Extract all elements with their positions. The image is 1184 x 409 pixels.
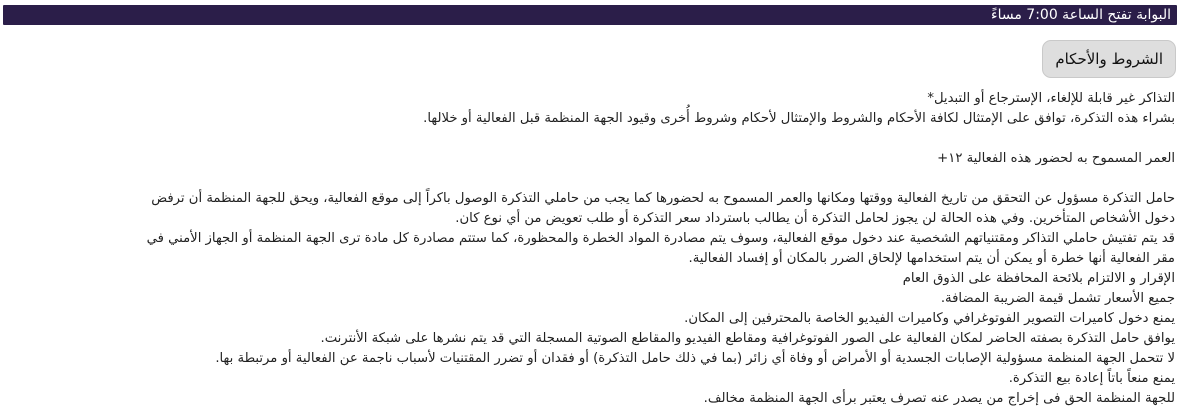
terms-line: مقر الفعالية أنها خطرة أو يمكن أن يتم استخدامها لإلحاق الضرر بالمكان أو إفساد الفعالية. (688, 251, 1175, 266)
terms-line: التذاكر غير قابلة للإلغاء، الإسترجاع أو التبديل* (927, 91, 1175, 106)
terms-line: للجهة المنظمة الحق فى إخراج من يصدر عنه تصرف يعتبر برأى الجهة المنظمة مخالف. (703, 391, 1175, 406)
terms-and-conditions-button[interactable] (1042, 40, 1176, 78)
terms-line: الإقرار و الالتزام بلائحة المحافظة على الذوق العام (902, 271, 1175, 286)
terms-line: العمر المسموح به لحضور هذه الفعالية ١٢+ (937, 151, 1175, 166)
terms-line: حامل التذكرة مسؤول عن التحقق من تاريخ الفعالية ووقتها ومكانها والعمر المسموح به لحضورها كما يجب من حاملي التذكرة الوصول باكراً إلى موقع الفعالية، ويحق للجهة المنظمة أن ترفض (151, 191, 1175, 206)
terms-text-block (6, 89, 1175, 409)
terms-spacer (6, 169, 1175, 189)
terms-line: يمنع دخول كاميرات التصوير الفوتوغرافي وكاميرات الفيديو الخاصة بالمحترفين إلى المكان. (684, 311, 1175, 326)
gate-opening-text: البوابة تفتح الساعة 7:00 مساءً (990, 7, 1171, 23)
terms-line: بشراء هذه التذكرة، توافق على الإمتثال لكافة الأحكام والشروط والإمتثال لأحكام وشروط أُخرى وقيود الجهة المنظمة قبل الفعالية أو خلالها. (423, 111, 1175, 126)
gate-opening-banner (3, 5, 1177, 25)
terms-button-label: الشروط والأحكام (1055, 50, 1163, 68)
terms-line: جميع الأسعار تشمل قيمة الضريبة المضافة. (940, 291, 1175, 306)
terms-line: قد يتم تفتيش حاملي التذاكر ومقتنياتهم الشخصية عند دخول موقع الفعالية، وسوف يتم مصادرة المواد الخطرة والمحظورة، كما ستتم مصادرة كل مادة ترى الجهة المنظمة أو الجهاز الأمني في (146, 231, 1175, 246)
terms-line: يوافق حامل التذكرة بصفته الحاضر لمكان الفعالية على الصور الفوتوغرافية ومقاطع الفيديو والمقاطع الصوتية المسجلة التي قد يتم نشرها على شبكة الأنترنت. (320, 331, 1175, 346)
terms-line: دخول الأشخاص المتأخرين. وفي هذه الحالة لن يجوز لحامل التذكرة أن يطالب باسترداد سعر التذكرة أو طلب تعويض من أي نوع كان. (455, 211, 1175, 226)
terms-line: يمنع منعاً باتاً إعادة بيع التذكرة. (1008, 371, 1175, 386)
terms-spacer (6, 129, 1175, 149)
terms-line: لا تتحمل الجهة المنظمة مسؤولية الإصابات الجسدية أو الأمراض أو وفاة أي زائر (بما في ذلك حامل التذكرة) أو فقدان أو تضرر المقتنيات لأسباب ناجمة عن الفعالية أو مرتبطة بها. (215, 351, 1175, 366)
